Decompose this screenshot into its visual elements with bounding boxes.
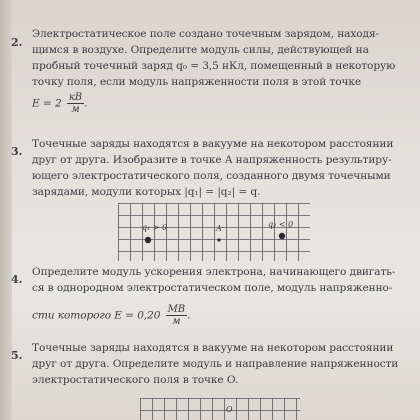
problem-text-line: зарядами, модули которых |q₁| = |q₂| = q.: [32, 186, 261, 198]
charge-grid-5: [140, 398, 300, 420]
problem-number: 3.: [11, 145, 23, 158]
unit-denominator: м: [172, 316, 181, 327]
unit-numerator: МВ: [167, 304, 186, 315]
charge-grid: [118, 203, 310, 261]
unit-fraction: [67, 92, 84, 115]
problem-text-line: точку поля, если модуль напряженности поля в этой точке: [32, 76, 362, 88]
formula-prefix: сти которого E = 0,20: [32, 309, 161, 322]
charge-q2-label: q₂ < 0: [268, 220, 294, 229]
problem-text-line: ющего электростатического поля, созданного двумя точечными: [32, 170, 391, 182]
problem-number: 4.: [11, 273, 23, 286]
formula-line: [32, 304, 190, 327]
problem-text-line: ся в однородном электростатическом поле, модуль напряженно-: [32, 282, 393, 294]
problem-text-line: пробный точечный заряд q₀ = 3,5 нКл, помещенный в некоторую: [32, 60, 396, 72]
charge-q1-label: q₁ > 0: [142, 223, 168, 232]
problem-text-line: Точечные заряды находятся в вакууме на некотором расстоянии: [32, 138, 394, 150]
problem-text-line: друг от друга. Изобразите в точке A напряженность результиру-: [32, 154, 392, 166]
problem-text-line: щимся в воздухе. Определите модуль силы, действующей на: [32, 44, 369, 56]
formula-line: [32, 92, 87, 115]
formula-suffix: .: [187, 309, 191, 322]
unit-denominator: м: [71, 104, 80, 115]
problem-number: 5.: [11, 349, 23, 362]
formula-suffix: .: [84, 97, 88, 110]
unit-fraction: [166, 304, 187, 327]
charge-q1-dot: [145, 237, 151, 243]
problem-number: 2.: [11, 36, 23, 49]
formula-prefix: E = 2: [32, 97, 62, 110]
problem-text-line: Определите модуль ускорения электрона, начинающего двигать-: [32, 266, 396, 278]
point-a-dot: [217, 238, 220, 241]
problem-text-line: Электростатическое поле создано точечным зарядом, находя-: [32, 28, 380, 40]
point-a-label: A: [216, 224, 222, 233]
charge-q2-dot: [279, 233, 285, 239]
problem-text-line: друг от друга. Определите модуль и направление напряженности: [32, 358, 399, 370]
point-o-label: O: [226, 405, 233, 414]
problem-text-line: электростатического поля в точке O.: [32, 374, 239, 386]
unit-numerator: кВ: [68, 92, 82, 103]
problem-text-line: Точечные заряды находятся в вакууме на некотором расстоянии: [32, 342, 394, 354]
